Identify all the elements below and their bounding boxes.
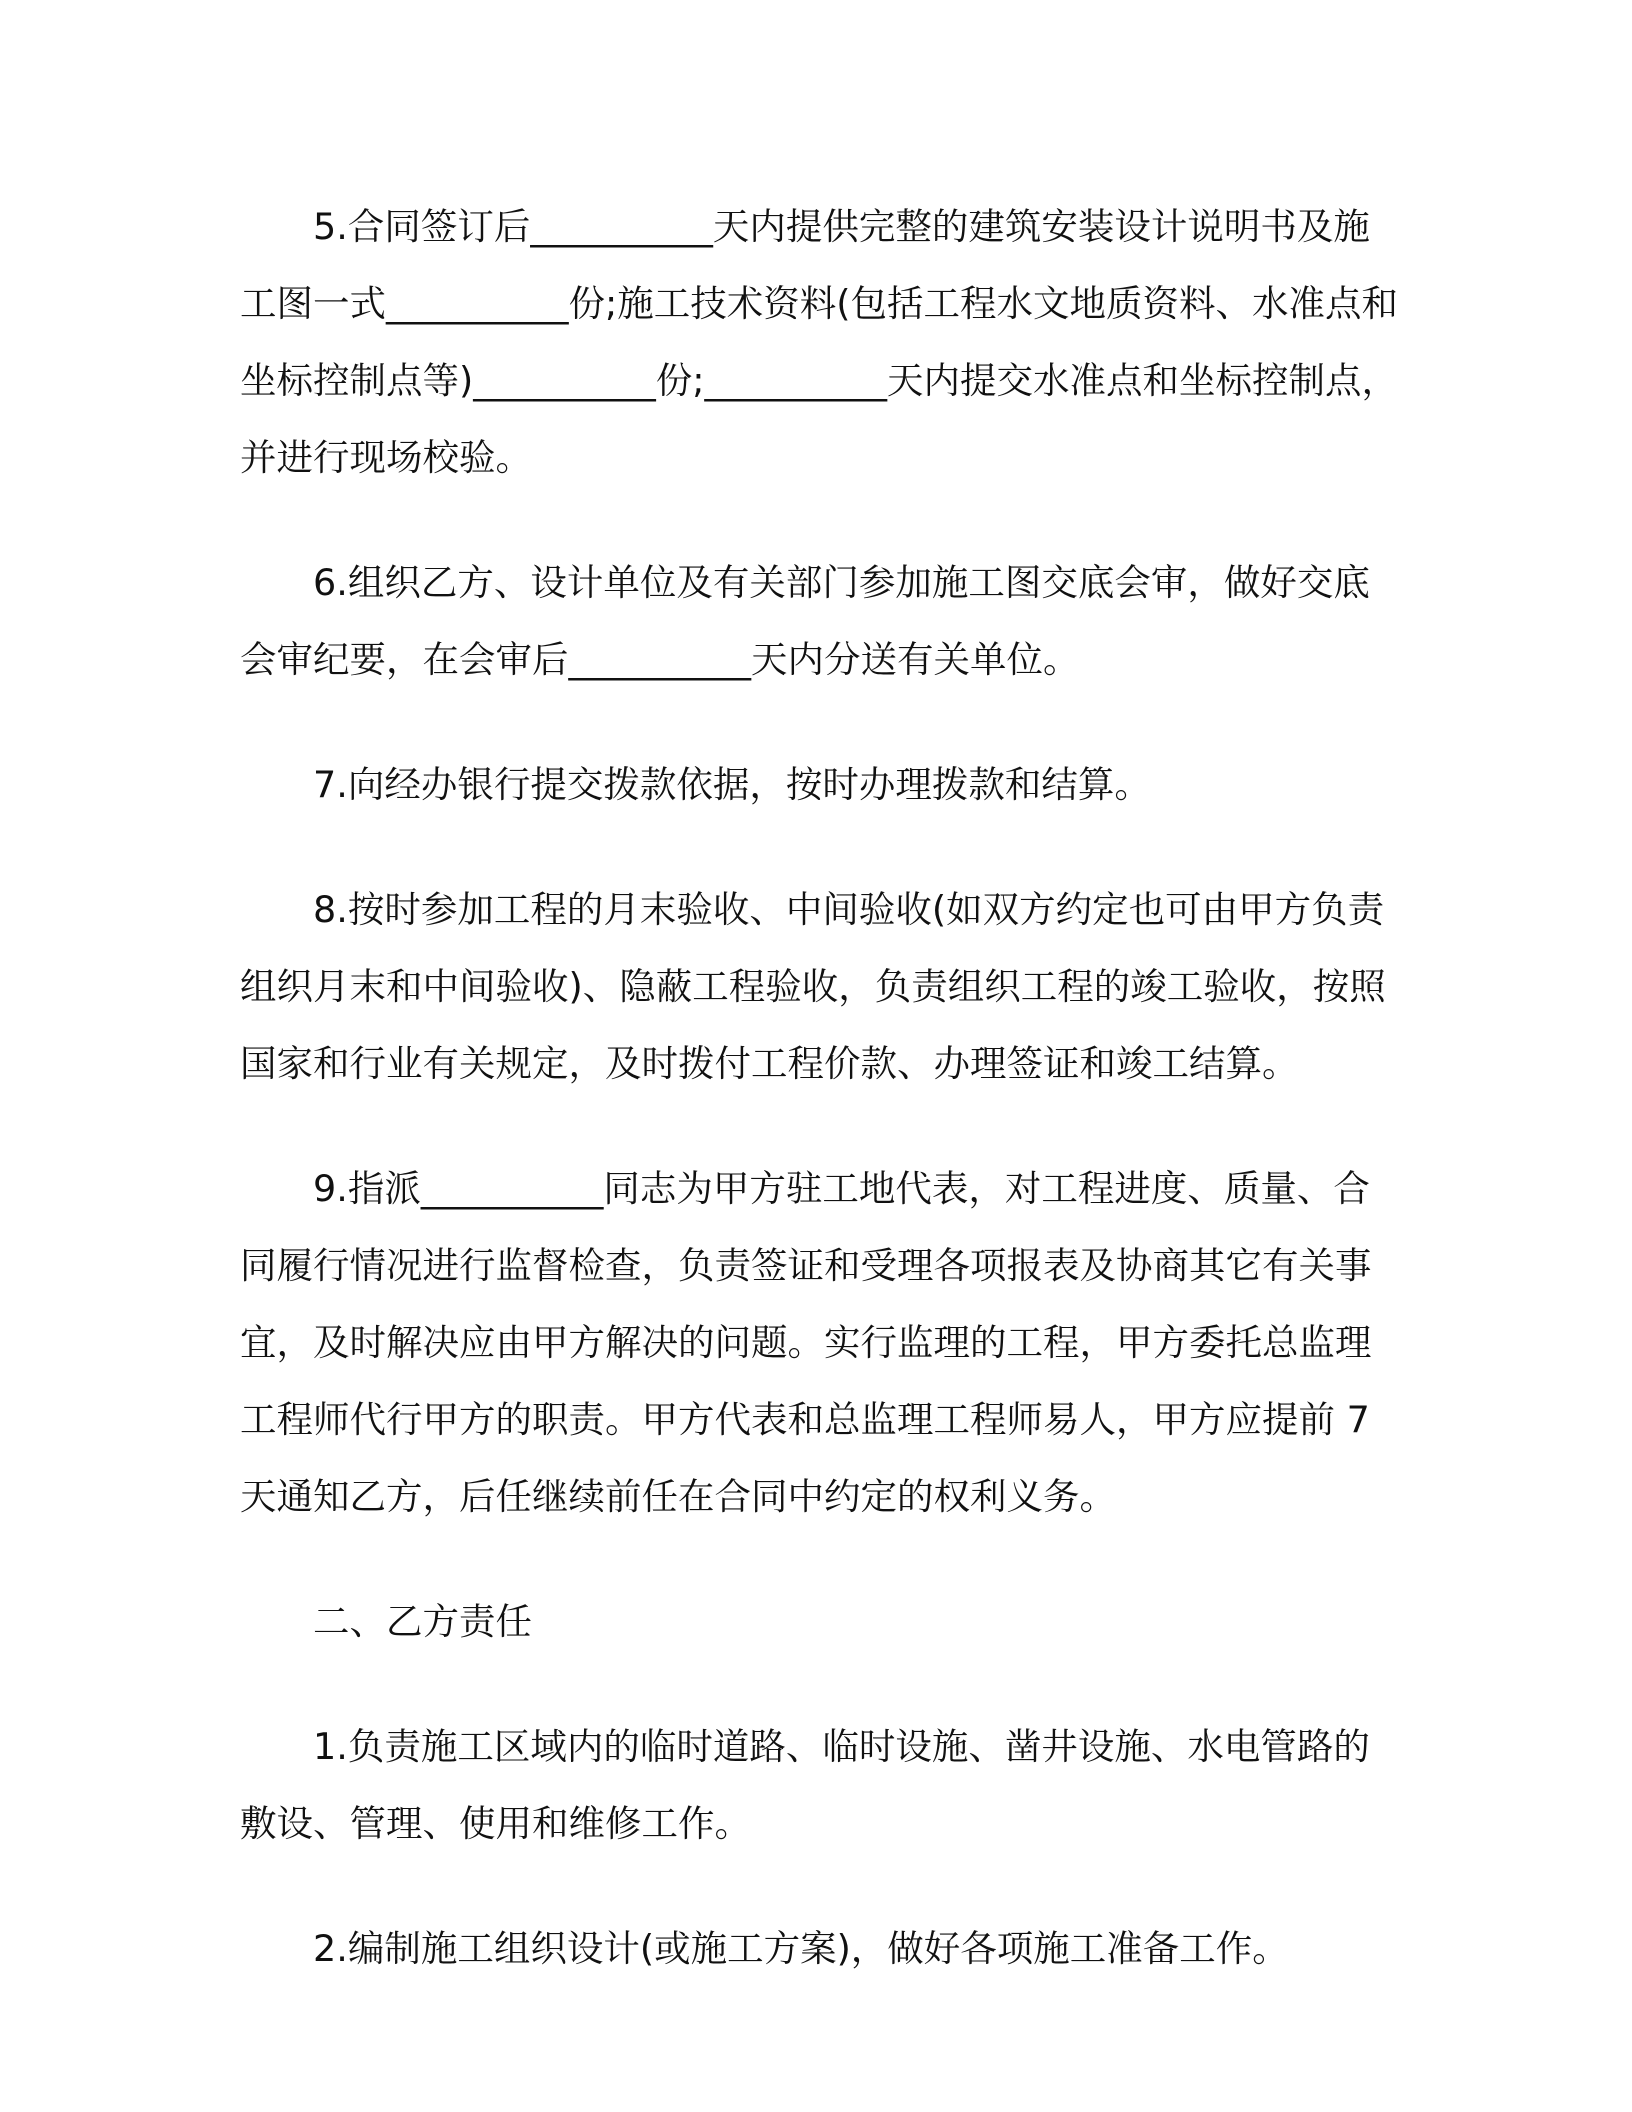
document-body (240, 188, 1400, 2035)
paragraph-item-5: 5.合同签订后__________天内提供完整的建筑安装设计说明书及施工图一式__________份;施工技术资料(包括工程水文地质资料、水准点和坐标控制点等)__________份;__________天内提交水准点和坐标控制点，并进行现场校验。 (240, 205, 1399, 479)
section-heading: 二、乙方责任 (313, 1600, 532, 1643)
section-paragraph-1: 1.负责施工区域内的临时道路、临时设施、凿井设施、水电管路的敷设、管理、使用和维修工作。 (240, 1725, 1370, 1845)
paragraph-item-6: 6.组织乙方、设计单位及有关部门参加施工图交底会审，做好交底会审纪要，在会审后__________天内分送有关单位。 (240, 561, 1370, 681)
paragraph-item-7: 7.向经办银行提交拨款依据，按时办理拨款和结算。 (313, 763, 1151, 806)
paragraph-item-9: 9.指派__________同志为甲方驻工地代表，对工程进度、质量、合同履行情况进行监督检查，负责签证和受理各项报表及协商其它有关事宜，及时解决应由甲方解决的问题。实行监理的工程，甲方委托总监理工程师代行甲方的职责。甲方代表和总监理工程师易人，甲方应提前 7 天通知乙方，后任继续前任在合同中约定的权利义务。 (240, 1167, 1372, 1518)
section-paragraph-2: 2.编制施工组织设计(或施工方案)，做好各项施工准备工作。 (313, 1927, 1289, 1970)
paragraph-item-8: 8.按时参加工程的月末验收、中间验收(如双方约定也可由甲方负责组织月末和中间验收)、隐蔽工程验收，负责组织工程的竣工验收，按照国家和行业有关规定，及时拨付工程价款、办理签证和竣工结算。 (240, 888, 1386, 1085)
